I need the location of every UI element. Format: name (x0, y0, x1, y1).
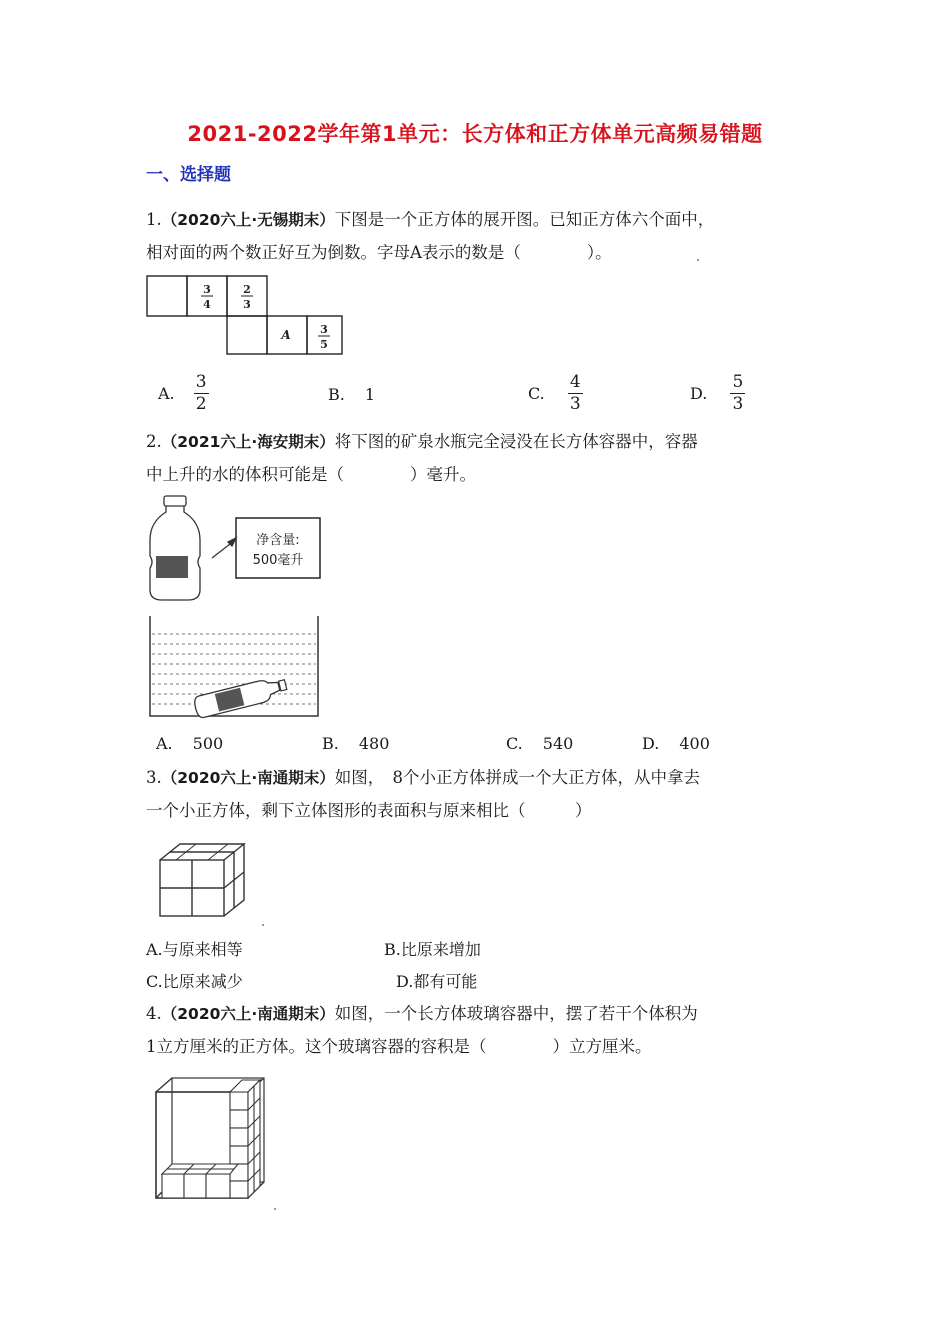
option-label: D. (642, 734, 660, 753)
q3-option-d[interactable]: D.都有可能 (396, 972, 478, 991)
question-3-text-1: 如图， 8个小正方体拼成一个大正方体，从中拿去 (334, 768, 701, 787)
net-cell-denominator: 3 (243, 298, 251, 311)
question-1-line-1 (146, 208, 714, 232)
question-1-source: （2020六上·无锡期末） (161, 211, 335, 229)
container-figure (140, 612, 330, 722)
option-label: A. (158, 384, 175, 403)
question-1-text-1: 下图是一个正方体的展开图。已知正方体六个面中， (334, 210, 715, 229)
net-cell-numerator: 2 (243, 283, 251, 296)
cube-row (162, 1164, 238, 1198)
option-label: D. (690, 384, 708, 403)
q2-option-a[interactable] (156, 734, 223, 753)
net-cell (147, 276, 187, 316)
question-4-source: （2020六上·南通期末） (161, 1005, 335, 1023)
question-2-source: （2021六上·海安期末） (161, 433, 335, 451)
scan-speck (274, 1208, 276, 1210)
q3-option-b[interactable]: B.比原来增加 (384, 940, 481, 959)
option-fraction: $\frac{5}{3}$ (732, 372, 744, 414)
glass-container-figure (148, 1072, 272, 1206)
question-4-line-2: 1立方厘米的正方体。这个玻璃容器的容积是（ ）立方厘米。 (146, 1037, 652, 1056)
option-label: C. (506, 734, 523, 753)
option-value: 500 (192, 734, 224, 753)
question-3-number: 3. (146, 768, 162, 787)
q1-option-d[interactable] (690, 372, 745, 415)
q1-option-a[interactable] (158, 372, 209, 415)
option-label: B. (322, 734, 339, 753)
scan-speck (262, 924, 264, 926)
question-4-text-1: 如图，一个长方体玻璃容器中，摆了若干个体积为 (334, 1004, 698, 1023)
cube-column (230, 1080, 260, 1198)
net-cell-numerator: 3 (203, 283, 211, 296)
option-value: 1 (364, 385, 376, 404)
label-text-1: 净含量: (256, 533, 300, 548)
q2-option-c[interactable] (506, 734, 573, 753)
question-2-number: 2. (146, 432, 162, 451)
question-2-line-2: 中上升的水的体积可能是（ ）毫升。 (146, 465, 476, 484)
question-3-line-2: 一个小正方体，剩下立体图形的表面积与原来相比（ ） (146, 801, 592, 820)
label-text-2: 500毫升 (252, 553, 304, 568)
cube-net-figure (140, 270, 360, 360)
label-box (236, 518, 320, 578)
question-4-number: 4. (146, 1004, 162, 1023)
bottle-body (150, 506, 200, 600)
question-3-line-1 (146, 766, 700, 790)
option-value: 540 (542, 734, 574, 753)
q3-option-c[interactable]: C.比原来减少 (146, 972, 243, 991)
question-2-text-1: 将下图的矿泉水瓶完全浸没在长方体容器中，容器 (334, 432, 698, 451)
q3-option-a[interactable]: A.与原来相等 (146, 940, 243, 959)
q2-option-d[interactable] (642, 734, 710, 753)
section-heading: 一、选择题 (146, 165, 231, 185)
option-label: A. (156, 734, 173, 753)
question-2-line-1 (146, 430, 698, 454)
net-cell-denominator: 4 (203, 298, 211, 311)
submerged-bottle (193, 675, 289, 719)
net-cell-denominator: 5 (320, 338, 328, 351)
q1-option-c[interactable] (528, 372, 583, 415)
net-cell-numerator: 3 (320, 323, 328, 336)
bottle-label (156, 556, 188, 578)
scan-speck (697, 259, 699, 261)
question-4-line-1 (146, 1002, 698, 1026)
option-fraction: $\frac{3}{2}$ (195, 372, 207, 414)
option-label: C. (528, 384, 545, 403)
option-value: 480 (358, 734, 390, 753)
cube-figure (150, 836, 270, 926)
pointer-arrow (212, 544, 230, 558)
question-1-number: 1. (146, 210, 162, 229)
option-label: B. (328, 385, 345, 404)
question-3-source: （2020六上·南通期末） (161, 769, 335, 787)
q1-option-b[interactable] (328, 385, 375, 404)
question-1-line-2: 相对面的两个数正好互为倒数。字母A表示的数是（ ）。 (146, 243, 612, 262)
net-cell (227, 316, 267, 354)
option-value: 400 (679, 734, 710, 753)
q2-option-b[interactable] (322, 734, 389, 753)
bottle-figure (140, 492, 340, 608)
bottle-cap (164, 496, 186, 506)
page-title: 2021-2022学年第1单元：长方体和正方体单元高频易错题 (187, 122, 763, 146)
option-fraction: $\frac{4}{3}$ (569, 372, 581, 414)
net-cell-letter-a: A (281, 328, 291, 342)
